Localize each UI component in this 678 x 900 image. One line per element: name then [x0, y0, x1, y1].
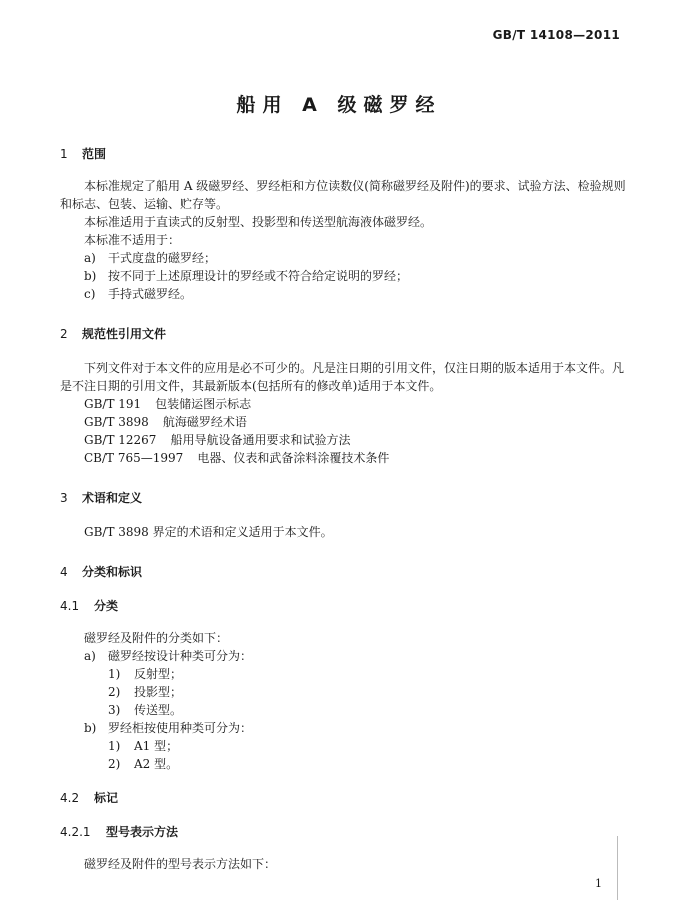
reference-code: GB/T 12267 — [84, 433, 157, 447]
reference-code: GB/T 191 — [84, 397, 142, 411]
page-number: 1 — [595, 877, 602, 890]
reference-item — [60, 431, 630, 449]
section-4-1-heading — [60, 597, 630, 615]
reference-title: 船用导航设备通用要求和试验方法 — [170, 433, 351, 447]
paragraph: 本标准规定了船用 A 级磁罗经、罗经柜和方位读数仪(简称磁罗经及附件)的要求、试验方法、检验规则和标志、包装、运输、贮存等。 — [60, 179, 626, 211]
reference-title: 电器、仪表和武备涂料涂覆技术条件 — [197, 451, 390, 465]
list-item-text: 罗经柜按使用种类可分为： — [108, 721, 253, 735]
section-4-heading — [60, 563, 630, 581]
sub-list-item — [60, 665, 630, 683]
reference-title: 航海磁罗经术语 — [162, 415, 247, 429]
list-item-text: 干式度盘的磁罗经； — [108, 251, 217, 265]
reference-item — [60, 413, 630, 431]
paragraph: 本标准不适用于： — [84, 233, 181, 247]
section-number: 1 — [60, 147, 68, 161]
list-marker: 1) — [108, 739, 121, 753]
list-item — [60, 719, 630, 737]
section-title: 标记 — [94, 791, 119, 805]
list-item — [60, 285, 630, 303]
list-marker: 1) — [108, 667, 121, 681]
paragraph: 本标准适用于直读式的反射型、投影型和传送型航海液体磁罗经。 — [84, 215, 433, 229]
paragraph: 下列文件对于本文件的应用是必不可少的。凡是注日期的引用文件，仅注日期的版本适用于本文件。凡是不注日期的引用文件，其最新版本(包括所有的修改单)适用于本文件。 — [60, 361, 625, 393]
section-1-heading — [60, 145, 630, 163]
margin-rule — [617, 836, 618, 900]
list-marker: 2) — [108, 757, 121, 771]
list-marker: 2) — [108, 685, 121, 699]
section-2-heading — [60, 325, 630, 343]
list-item — [60, 249, 630, 267]
section-title: 分类 — [94, 599, 119, 613]
paragraph: 磁罗经及附件的型号表示方法如下： — [84, 857, 277, 871]
sub-list-item — [60, 683, 630, 701]
paragraph: 磁罗经及附件的分类如下： — [84, 631, 229, 645]
list-marker: a) — [84, 251, 96, 265]
section-title: 型号表示方法 — [106, 825, 179, 839]
section-number: 4.2 — [60, 791, 80, 805]
list-item-text: 反射型； — [134, 667, 183, 681]
list-item-text: 磁罗经按设计种类可分为： — [108, 649, 253, 663]
list-item-text: 按不同于上述原理设计的罗经或不符合给定说明的罗经； — [108, 269, 409, 283]
list-item-text: A2 型。 — [134, 757, 179, 771]
section-title: 规范性引用文件 — [82, 327, 167, 341]
section-title: 分类和标识 — [82, 565, 143, 579]
section-title: 范围 — [82, 147, 107, 161]
sub-list-item — [60, 737, 630, 755]
list-item-text: 传送型。 — [134, 703, 183, 717]
section-number: 4 — [60, 565, 68, 579]
section-4-2-heading — [60, 789, 630, 807]
list-marker: b) — [84, 269, 97, 283]
list-marker: a) — [84, 649, 96, 663]
reference-item — [60, 449, 630, 467]
document-title: 船用 A 级磁罗经 — [236, 94, 442, 116]
list-item — [60, 647, 630, 665]
list-marker: c) — [84, 287, 96, 301]
reference-title: 包装储运图示标志 — [155, 397, 252, 411]
reference-code: GB/T 3898 — [84, 415, 149, 429]
section-number: 4.2.1 — [60, 825, 91, 839]
section-number: 4.1 — [60, 599, 80, 613]
list-item — [60, 267, 630, 285]
section-4-2-1-heading — [60, 823, 630, 841]
reference-code: CB/T 765—1997 — [84, 451, 184, 465]
sub-list-item — [60, 701, 630, 719]
list-item-text: A1 型； — [134, 739, 179, 753]
section-number: 2 — [60, 327, 68, 341]
list-marker: 3) — [108, 703, 121, 717]
section-3-heading — [60, 489, 630, 507]
paragraph: GB/T 3898 界定的术语和定义适用于本文件。 — [84, 525, 333, 539]
list-item-text: 投影型； — [134, 685, 183, 699]
list-marker: b) — [84, 721, 97, 735]
list-item-text: 手持式磁罗经。 — [108, 287, 193, 301]
standard-code-header: GB/T 14108—2011 — [492, 28, 620, 42]
reference-item — [60, 395, 630, 413]
document-body — [60, 145, 630, 873]
sub-list-item — [60, 755, 630, 773]
section-number: 3 — [60, 491, 68, 505]
section-title: 术语和定义 — [82, 491, 143, 505]
